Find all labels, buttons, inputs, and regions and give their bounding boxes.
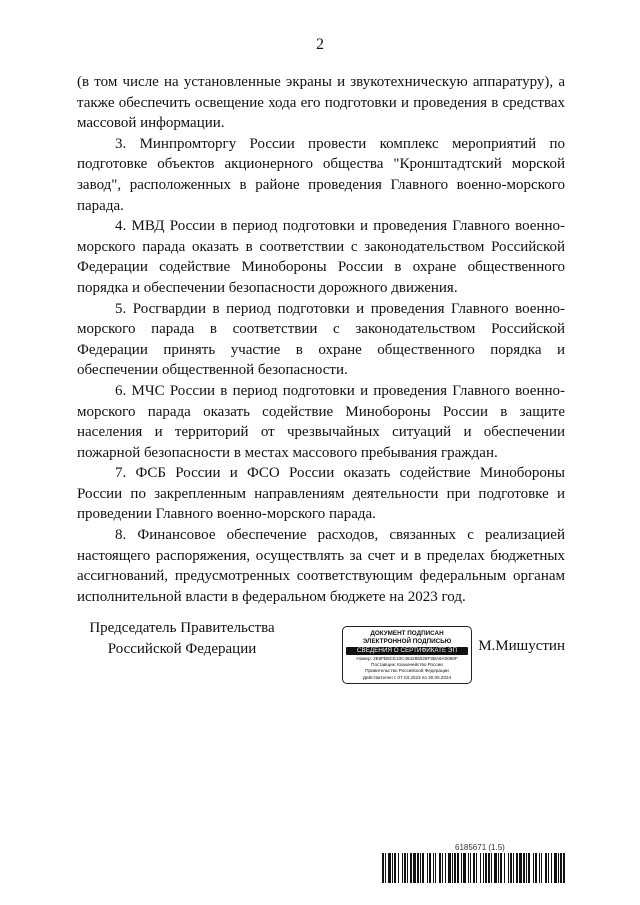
stamp-serial: Номер: 2E8FB6CE10C464286028F3BA6A0086F: [356, 656, 458, 661]
stamp-header: СВЕДЕНИЯ О СЕРТИФИКАТЕ ЭП: [346, 647, 468, 655]
signature-block: [77, 618, 565, 688]
barcode-icon: [382, 853, 566, 883]
signer-title-line2: Российской Федерации: [107, 641, 257, 657]
stamp-validity: Действителен с 07.03.2023 по 30.05.2024: [362, 674, 452, 680]
signer-title: [77, 618, 287, 660]
stamp-line2: ЭЛЕКТРОННОЙ ПОДПИСЬЮ: [362, 638, 452, 645]
electronic-signature-stamp: [342, 626, 472, 684]
document-body: [77, 72, 565, 607]
page-number: 2: [316, 36, 324, 53]
paragraph-continuation: (в том числе на установленные экраны и звукотехническую аппаратуру), а также обеспечить освещение хода его подготовки и проведения в средствах массовой информации.: [77, 74, 565, 132]
stamp-owner: Правительство Российской Федерации: [365, 668, 449, 674]
paragraph-item-6: 6. МЧС России в период подготовки и проведения Главного военно-морского парада оказать содействие Минобороны России в защите населения и территорий от чрезвычайных ситуаций и обеспечении пожарной безопасности в местах массового пребывания граждан.: [77, 382, 565, 461]
paragraph-item-3: 3. Минпромторгу России провести комплекс мероприятий по подготовке объектов акционерного общества "Кронштадтский морской завод", расположенных в районе проведения Главного военно-морского парада.: [77, 135, 565, 214]
barcode-number: 6185671 (1.5): [455, 843, 505, 852]
signer-name: М.Мишустин: [478, 638, 565, 654]
paragraph-item-8: 8. Финансовое обеспечение расходов, связанных с реализацией настоящего распоряжения, осуществлять за счет и в пределах бюджетных ассигнований, предусмотренных соответствующим федеральным органам исполнительной власти в федеральном бюджете на 2023 год.: [77, 527, 565, 605]
paragraph-item-7: 7. ФСБ России и ФСО России оказать содействие Минобороны России по закрепленным направлениям деятельности при подготовке и проведении Главного военно-морского парада.: [77, 465, 565, 523]
paragraph-item-4: 4. МВД России в период подготовки и проведения Главного военно-морского парада оказать в соответствии с законодательством Российской Федерации содействие Минобороны России в охране общественного порядка и обеспечении безопасности дорожного движения.: [77, 218, 565, 296]
paragraph-item-5: 5. Росгвардии в период подготовки и проведения Главного военно-морского парада в соответствии с законодательством Российской Федерации принять участие в охране общественного порядка и обеспечении общественной безопасности.: [77, 300, 565, 379]
stamp-issuer: Поставщик: Казначейство России: [371, 662, 443, 668]
stamp-line1: ДОКУМЕНТ ПОДПИСАН: [370, 630, 444, 637]
signer-title-line1: Председатель Правительства: [89, 620, 275, 636]
